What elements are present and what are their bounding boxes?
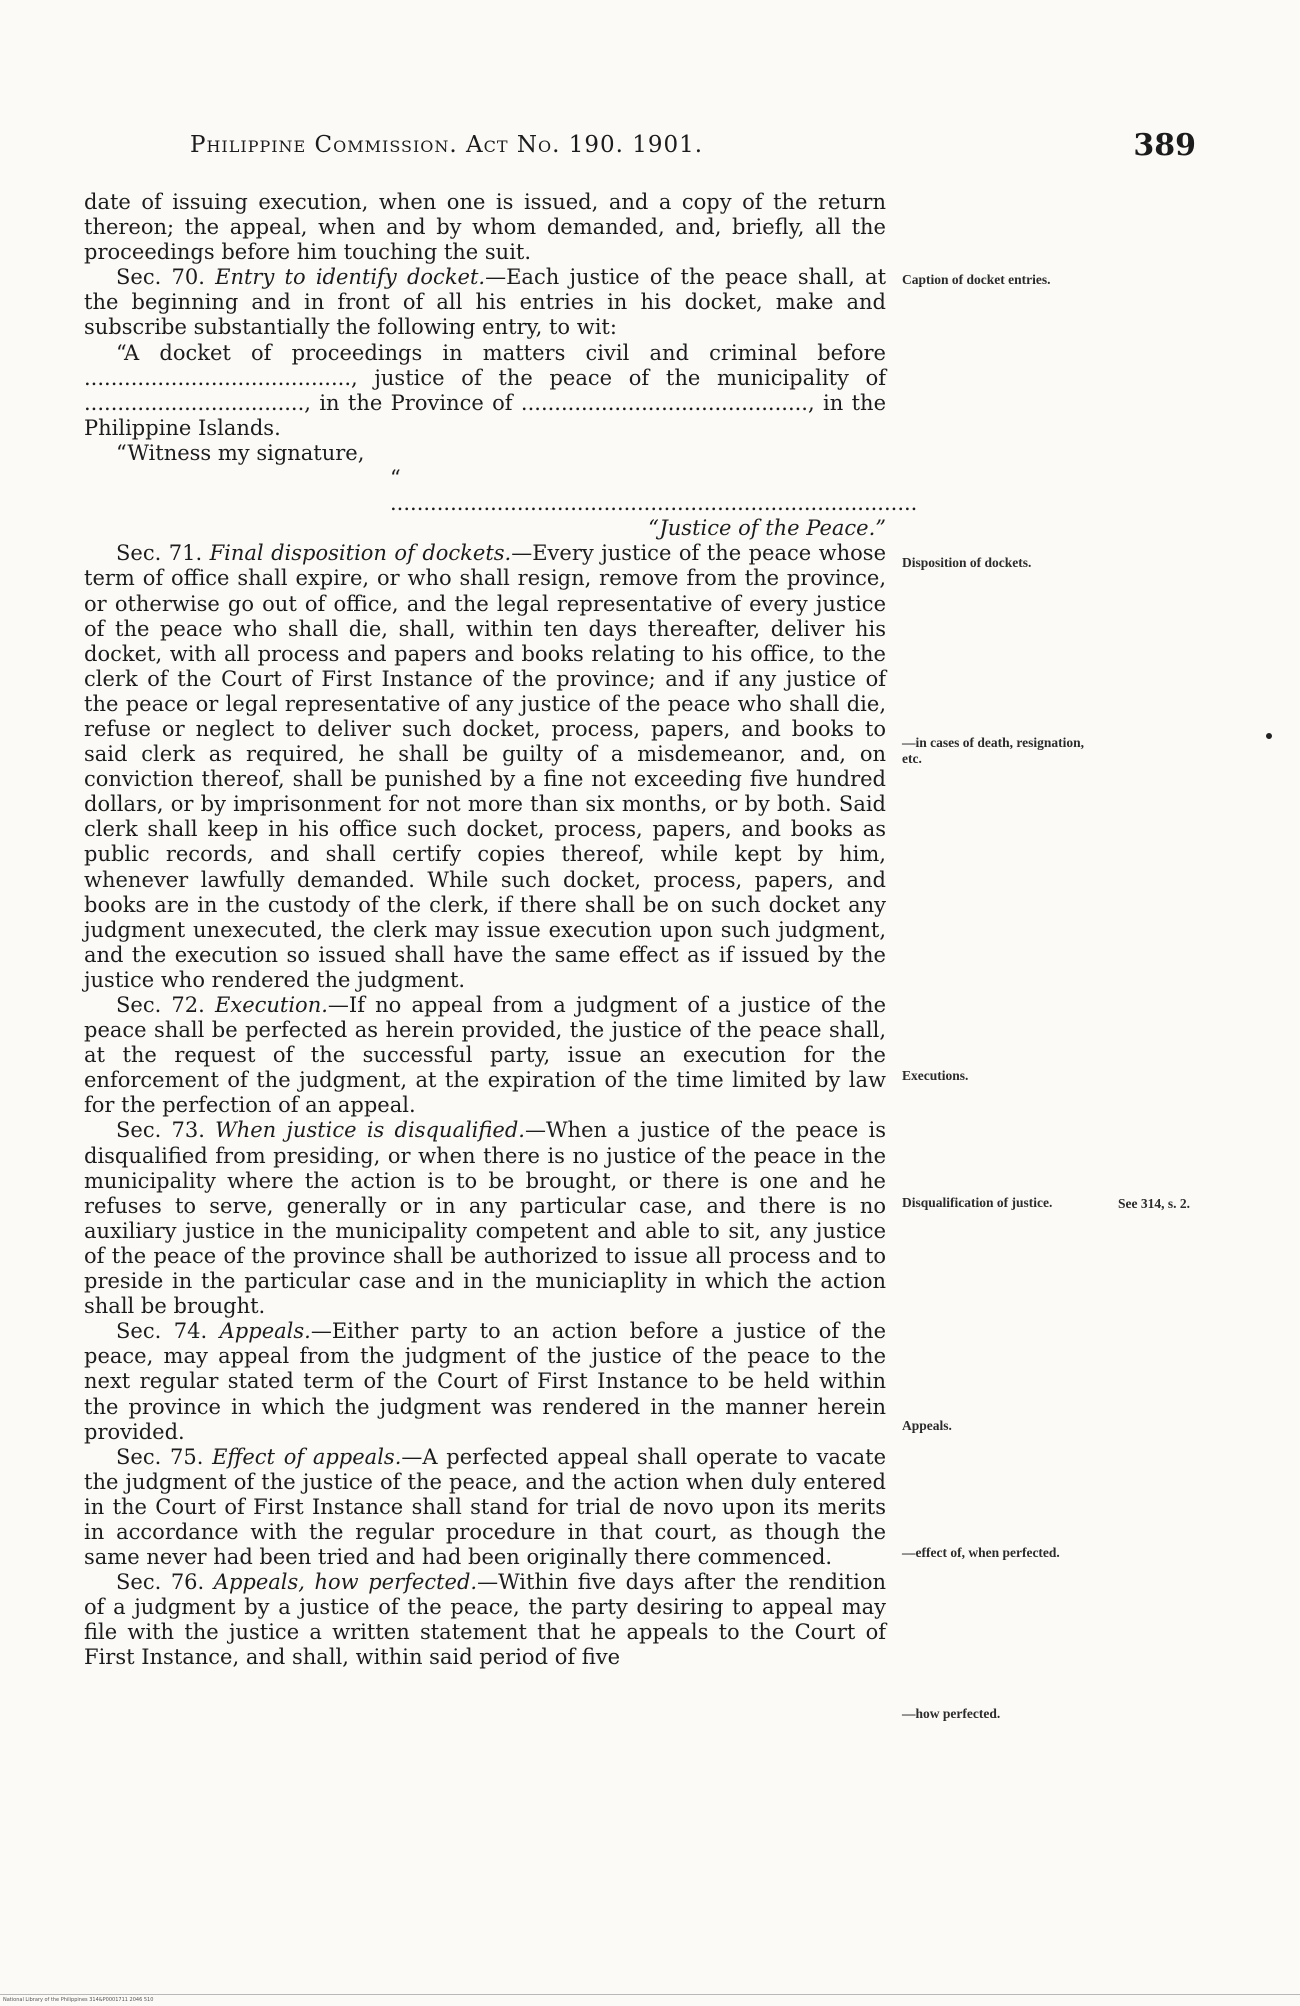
section-heading: Effect of appeals.: [212, 1444, 402, 1469]
section-75: [84, 1445, 886, 1570]
section-text: —Either party to an action before a justice of the peace, may appeal from the judgment of the justice of the peace to the next regular stated term of the Court of First Instance to be held within the province in which the judgment was rendered in the manner herein provided.: [84, 1319, 887, 1444]
margin-note-death: —in cases of death, resignation, etc.: [902, 735, 1085, 766]
section-text: —Each justice of the peace shall, at the beginning and in front of all his entries in his docket, make and subscribe substantially the following entry, to wit:: [84, 265, 887, 340]
margin-note-disposition: Disposition of dockets.: [902, 555, 1032, 570]
margin-note-effect: —effect of, when perfected.: [902, 1545, 1060, 1560]
section-label: Sec. 76.: [116, 1570, 214, 1595]
section-heading: Execution.: [215, 993, 328, 1017]
section-label: Sec. 75.: [116, 1444, 213, 1469]
witness-line: “Witness my signature,: [116, 440, 365, 465]
section-label: Sec. 72.: [116, 993, 216, 1017]
page-header: [190, 128, 1196, 168]
section-text: —When a justice of the peace is disqualified from presiding, or when there is no justice of the peace in the municipality where the action is to be brought, or there is one and he refuses to serve, generally or in any particular case, and there is no auxiliary justice in the municipality competent and able to sit, any justice of the peace of the province shall be authorized to issue all process and to preside in the particular case and in the municiaplity in which the action shall be brought.: [84, 1118, 887, 1319]
section-text: —If no appeal from a judgment of a justice of the peace shall be perfected as herein provided, the justice of the peace shall, at the request of the successful party, issue an execution for the enforcement of the judgment, at the expiration of the time limited by law for the perfection of an appeal.: [84, 993, 887, 1118]
section-74: [84, 1319, 886, 1444]
signature-title: “Justice of the Peace.”: [648, 516, 886, 541]
section-76: [84, 1570, 886, 1670]
section-71: [84, 541, 886, 993]
section-heading: When justice is disqualified.: [215, 1118, 525, 1143]
margin-note-caption: Caption of docket entries.: [902, 272, 1051, 287]
section-label: Sec. 74.: [116, 1319, 220, 1344]
section-72: [84, 993, 886, 1118]
margin-dot-mark: [1266, 733, 1272, 739]
section-label: Sec. 73.: [116, 1118, 216, 1143]
margin-note-executions: Executions.: [902, 1068, 969, 1083]
page-number: 389: [1133, 128, 1196, 163]
margin-note-disqualification: Disqualification of justice.: [902, 1195, 1053, 1210]
continuation-paragraph: date of issuing execution, when one is issued, and a copy of the return thereon; the appeal, when and by whom demanded, and, briefly, all the proceedings before him touching the suit.: [84, 190, 886, 265]
margin-note-appeals: Appeals.: [902, 1418, 952, 1433]
section-label: Sec. 71.: [116, 541, 210, 566]
cross-reference-note: See 314, s. 2.: [1118, 1196, 1190, 1211]
body-text: [84, 190, 918, 1671]
section-heading: Entry to identify docket.: [215, 265, 486, 290]
section-heading: Appeals.: [219, 1319, 311, 1344]
section-heading: Appeals, how perfected.: [213, 1570, 478, 1595]
section-text: —A perfected appeal shall operate to vacate the judgment of the justice of the peace, and the action when duly entered in the Court of First Instance shall stand for trial de novo upon its merits in accordance with the regular procedure in that court, as though the same never had been tried and had been originally there commenced.: [84, 1444, 887, 1570]
section-70: [84, 265, 886, 340]
running-head: Philippine Commission. Act No. 190. 1901.: [190, 132, 704, 158]
footer-rule: [0, 1994, 1300, 1995]
section-label: Sec. 70.: [116, 265, 216, 290]
signature-line: “ ...............................................................................: [390, 466, 918, 516]
section-text: —Within five days after the rendition of a judgment by a justice of the peace, the party desiring to appeal may file with the justice a written statement that he appeals to the Court of First Instance, and shall, within said period of five: [84, 1570, 886, 1670]
scan-footer: National Library of the Philippines 314&P0001711 2046 510: [3, 1997, 154, 2003]
margin-note-how-perfected: —how perfected.: [902, 1706, 1001, 1721]
section-text: —Every justice of the peace whose term of office shall expire, or who shall resign, remove from the province, or otherwise go out of office, and the legal representative of every justice of the peace who shall die, shall, within ten days thereafter, deliver his docket, with all process and papers and books relating to his office, to the clerk of the Court of First Instance of the province; and if any justice of the peace or legal representative of any justice of the peace who shall die, refuse or neglect to deliver such docket, process, papers, and books to said clerk as required, he shall be guilty of a misdemeanor, and, on conviction thereof, shall be punished by a fine not exceeding five hundred dollars, or by imprisonment for not more than six months, or by both. Said clerk shall keep in his office such docket, process, papers, and books as public records, and shall certify copies thereof, while kept by him, whenever lawfully demanded. While such docket, process, papers, and books are in the custody of the clerk, if there shall be on such docket any judgment unexecuted, the clerk may issue execution upon such judgment, and the execution so issued shall have the same effect as if issued by the justice who rendered the judgment.: [84, 541, 886, 992]
docket-form-entry: “A docket of proceedings in matters civil and criminal before ........................................, justice of the peace of the municipality of ................................., in the Province of ..........................................., in the Philippine Islands.: [84, 340, 886, 440]
section-heading: Final disposition of dockets.: [209, 541, 512, 566]
section-73: [84, 1118, 886, 1319]
